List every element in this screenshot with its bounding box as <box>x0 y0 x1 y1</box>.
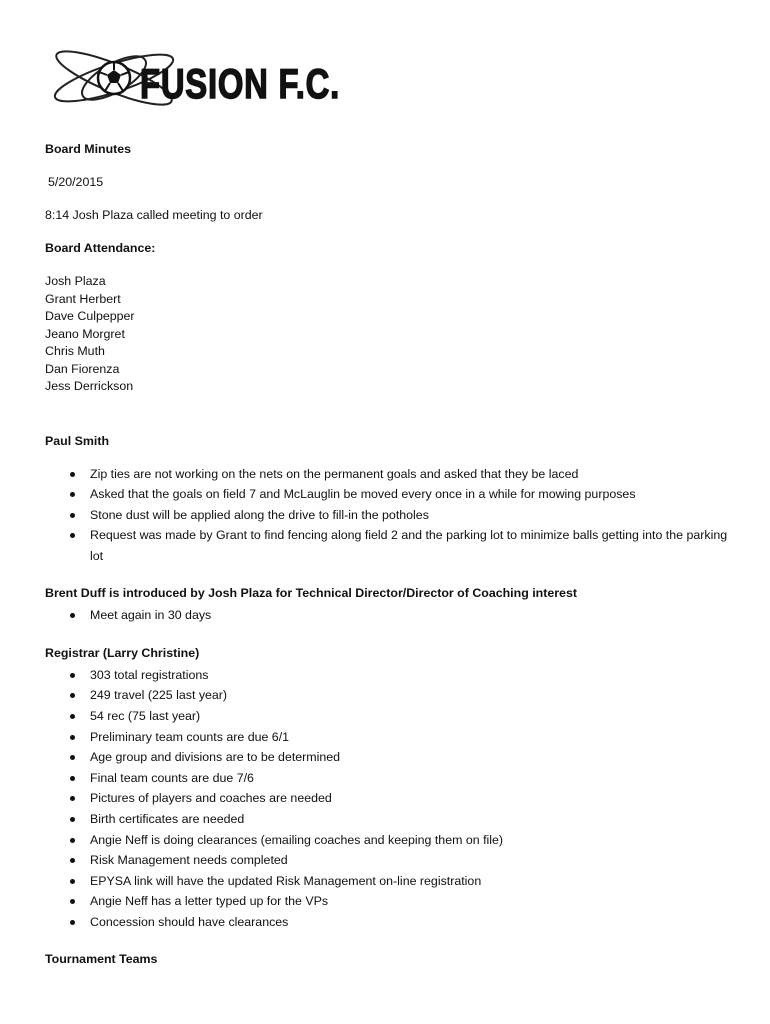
list-item: EPYSA link will have the updated Risk Management on-line registration <box>45 871 735 892</box>
section-heading-paul-smith: Paul Smith <box>45 433 110 448</box>
list-item: Stone dust will be applied along the drive to fill-in the potholes <box>45 505 735 526</box>
list-item: Angie Neff is doing clearances (emailing coaches and keeping them on file) <box>45 830 735 851</box>
attendee: Chris Muth <box>45 344 105 358</box>
attendee-list <box>45 273 735 396</box>
list-item: Age group and divisions are to be determined <box>45 747 735 768</box>
attendee: Jess Derrickson <box>45 379 134 393</box>
logo-wordmark: FUSION F.C. <box>140 60 340 107</box>
list-item: Request was made by Grant to find fencing along field 2 and the parking lot to minimize balls getting into the parking lot <box>45 525 735 567</box>
list-item: Pictures of players and coaches are needed <box>45 788 735 809</box>
list-item: Concession should have clearances <box>45 912 735 933</box>
list-item: Preliminary team counts are due 6/1 <box>45 727 735 748</box>
paul-smith-items <box>45 464 735 568</box>
list-item: Angie Neff has a letter typed up for the VPs <box>45 891 735 912</box>
attendee: Josh Plaza <box>45 274 106 288</box>
list-item: Zip ties are not working on the nets on the permanent goals and asked that they be laced <box>45 464 735 485</box>
soccer-ball-atom-logo <box>44 40 349 122</box>
attendance-heading: Board Attendance: <box>45 241 156 255</box>
attendee: Dan Fiorenza <box>45 361 120 376</box>
list-item: 54 rec (75 last year) <box>45 706 735 727</box>
list-item: Final team counts are due 7/6 <box>45 768 735 789</box>
registrar-items <box>45 665 735 933</box>
attendee: Dave Culpepper <box>45 309 135 323</box>
section-heading-registrar: Registrar (Larry Christine) <box>45 645 200 660</box>
list-item: 249 travel (225 last year) <box>45 685 735 706</box>
doc-title: Board Minutes <box>45 142 132 156</box>
meeting-date: 5/20/2015 <box>48 175 104 189</box>
attendee: Jeano Morgret <box>45 326 125 341</box>
call-to-order: 8:14 Josh Plaza called meeting to order <box>45 208 263 222</box>
section-heading-brent-duff: Brent Duff is introduced by Josh Plaza for Technical Director/Director of Coaching interest <box>45 586 577 601</box>
list-item: Birth certificates are needed <box>45 809 735 830</box>
fusion-fc-logo <box>44 40 349 122</box>
brent-duff-items <box>45 605 735 626</box>
attendee: Grant Herbert <box>45 291 121 306</box>
list-item: Meet again in 30 days <box>45 605 735 626</box>
list-item: Risk Management needs completed <box>45 850 735 871</box>
section-heading-tournament-teams: Tournament Teams <box>45 951 158 966</box>
list-item: 303 total registrations <box>45 665 735 686</box>
minutes-document <box>45 141 735 968</box>
list-item: Asked that the goals on field 7 and McLauglin be moved every once in a while for mowing purposes <box>45 484 735 505</box>
